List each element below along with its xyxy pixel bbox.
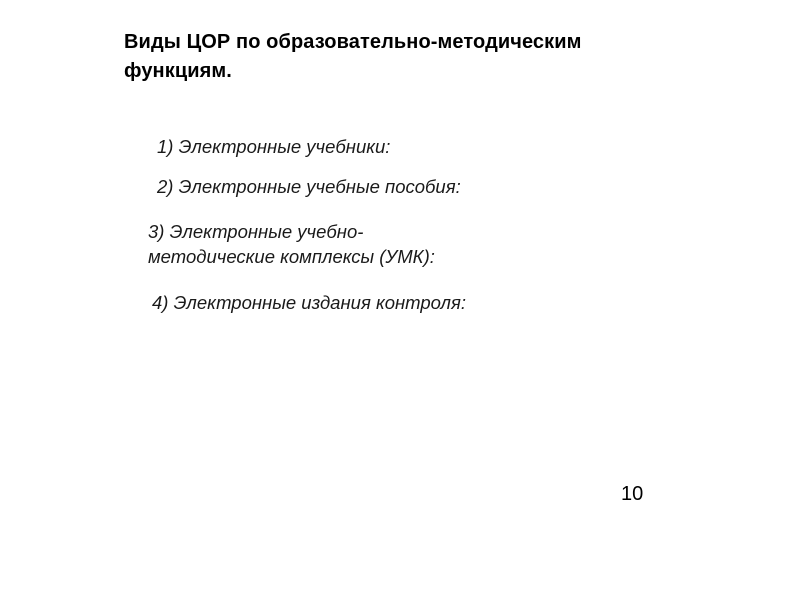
list-item-text: 1) Электронные учебники: [157,136,391,157]
slide-title-line-2: функциям. [124,60,232,82]
list-item-text: 4) Электронные издания контроля: [152,292,466,313]
list-item-text: 2) Электронные учебные пособия: [157,176,461,197]
slide-title [124,28,684,86]
list-item-electronic-study-guides [157,174,461,199]
list-item-electronic-teaching-complexes [148,219,435,269]
list-item-electronic-control-editions [152,290,466,315]
page-number: 10 [621,483,644,505]
list-item-text-line-1: 3) Электронные учебно- [148,221,364,242]
list-item-text-line-2: методические комплексы (УМК): [148,246,435,267]
list-item-electronic-textbooks [157,134,390,159]
slide-title-line-1: Виды ЦОР по образовательно-методическим [124,31,582,53]
